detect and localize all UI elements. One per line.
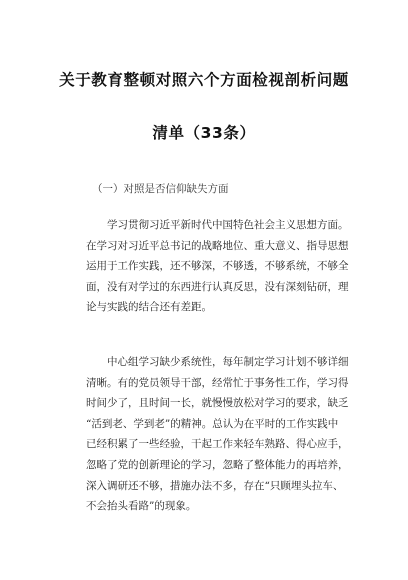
paragraph-line: 面，没有对学过的东西进行认真反思，没有深刻钻研，理 (86, 280, 349, 293)
paragraph-line: 清晰。有的党员领导干部，经常忙于事务性工作，学习得 (86, 376, 349, 389)
paragraph-line: 时间少了，且时间一长，就慢慢放松对学习的要求，缺乏 (86, 397, 349, 410)
paragraph-line: 已经积累了一些经验，干起工作来轻车熟路、得心应手， (86, 438, 349, 451)
paragraph-2 (86, 352, 349, 517)
paragraph-1 (86, 215, 349, 318)
paragraph-line: “活到老、学到老”的精神。总认为在平时的工作实践中 (86, 417, 339, 430)
paragraph-line: 忽略了党的创新理论的学习，忽略了整体能力的再培养， (86, 458, 349, 471)
paragraph-line: 中心组学习缺少系统性，每年制定学习计划不够详细 (107, 356, 349, 368)
paragraph-line: 不会抬头看路”的现象。 (86, 500, 197, 513)
paragraph-line: 运用于工作实践，还不够深，不够透，不够系统，不够全 (86, 260, 349, 273)
paragraph-line: 深入调研还不够，措施办法不多，存在“只顾埋头拉车、 (86, 479, 344, 492)
paragraph-line: 论与实践的结合还有差距。 (86, 301, 212, 314)
paragraph-line: 在学习对习近平总书记的战略地位、重大意义、指导思想 (86, 239, 349, 252)
document-title-line-1: 关于教育整顿对照六个方面检视剖析问题 (59, 71, 349, 89)
document-title-line-2: 清单（33条） (152, 124, 256, 142)
section-heading: （一）对照是否信仰缺失方面 (92, 183, 229, 195)
paragraph-line: 学习贯彻习近平新时代中国特色社会主义思想方面。 (107, 219, 349, 231)
